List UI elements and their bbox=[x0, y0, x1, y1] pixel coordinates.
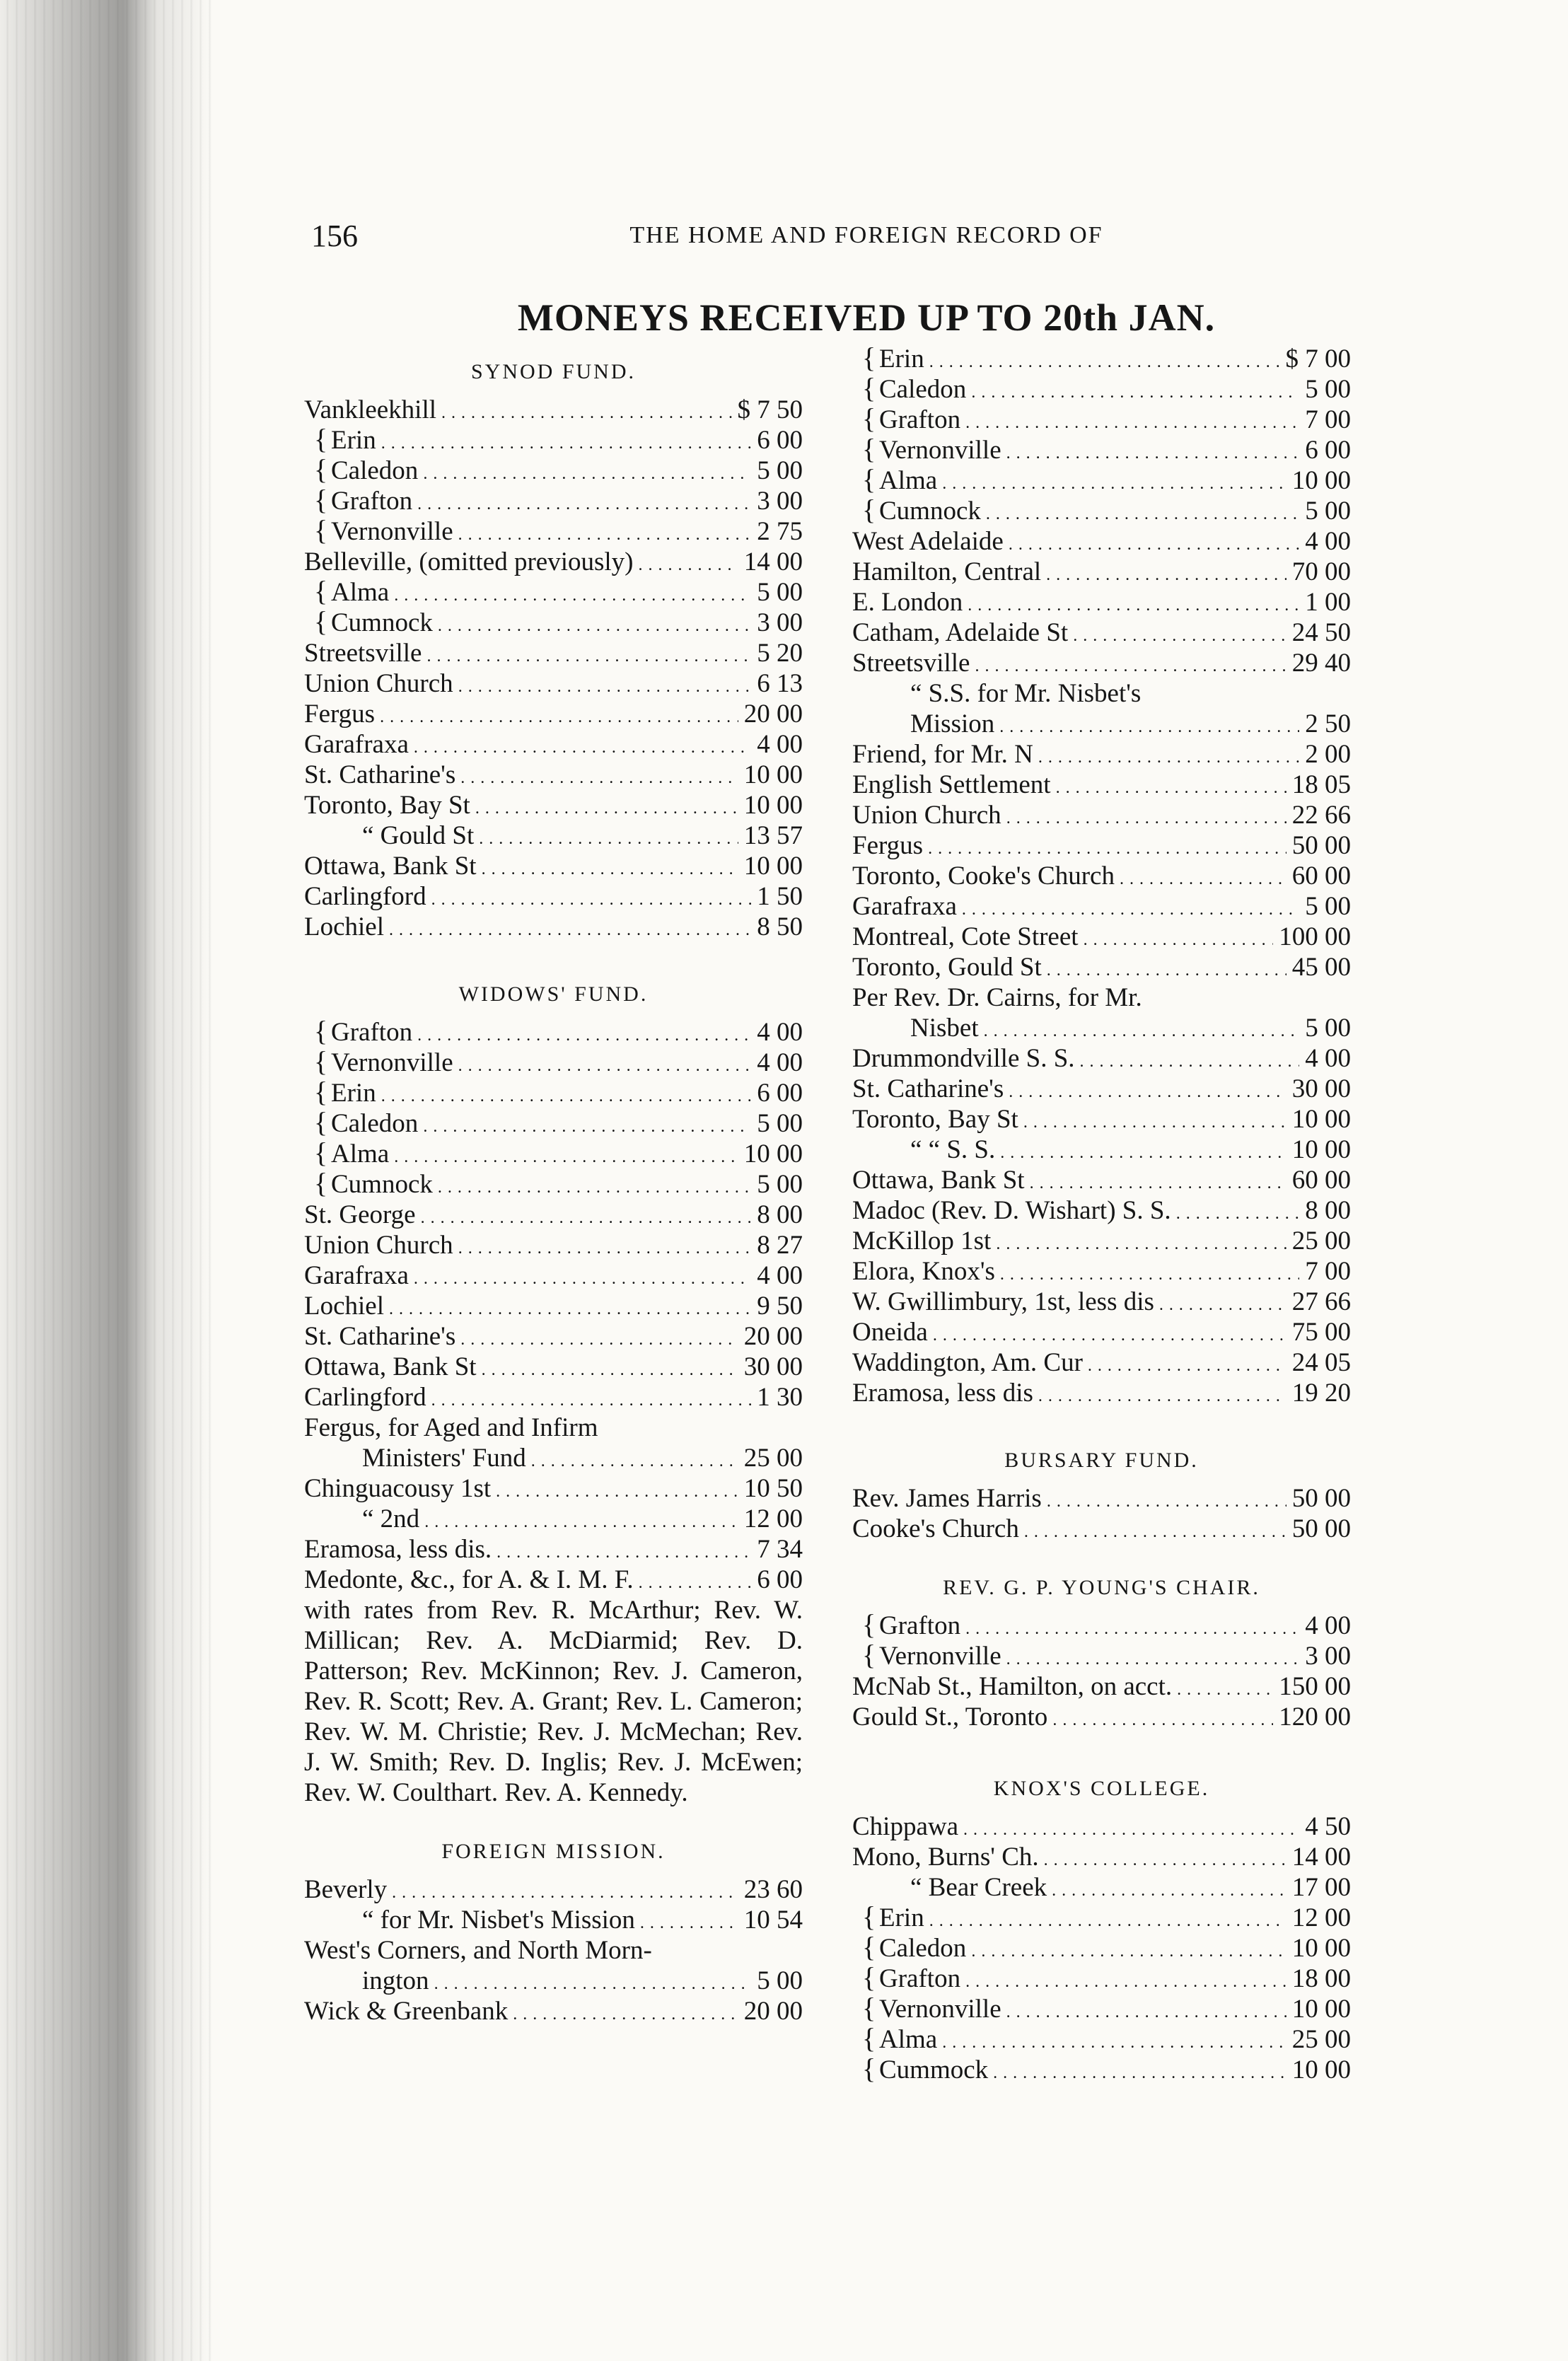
list-item bbox=[304, 699, 803, 729]
entry-name: Ottawa, Bank St . . . bbox=[304, 851, 738, 885]
foreign-mission-continued-list bbox=[852, 344, 1351, 1408]
entry-amount: 70 00 bbox=[1291, 557, 1351, 586]
entry-amount: 150 00 bbox=[1279, 1672, 1351, 1701]
page-number: 156 bbox=[311, 219, 358, 253]
list-item bbox=[852, 1811, 1351, 1842]
entry-name: Union Church . . . bbox=[852, 800, 1287, 834]
list-item bbox=[852, 1104, 1351, 1135]
entry-name: { Cumnock . . . bbox=[331, 608, 751, 642]
entry-name: Toronto, Bay St . . . bbox=[304, 790, 738, 824]
widows-fund-list bbox=[304, 1017, 803, 1595]
entry-amount: 6 00 bbox=[757, 1079, 803, 1108]
entry-name: Cooke's Church . . . bbox=[852, 1514, 1287, 1548]
entry-name: Beverly . . . bbox=[304, 1874, 738, 1908]
list-item bbox=[304, 729, 803, 760]
entry-amount: 5 00 bbox=[757, 578, 803, 607]
running-title: THE HOME AND FOREIGN RECORD OF bbox=[629, 222, 1103, 248]
list-item bbox=[852, 1514, 1351, 1544]
entry-name: Lochiel . . . bbox=[304, 912, 751, 946]
left-column bbox=[304, 344, 803, 2026]
entry-amount: 4 00 bbox=[757, 1261, 803, 1290]
entry-name: St. Catharine's . . . bbox=[852, 1074, 1287, 1108]
entry-name: { Caledon . . . bbox=[879, 374, 1299, 408]
entry-amount: 7 00 bbox=[1305, 1257, 1351, 1286]
list-item bbox=[304, 912, 803, 942]
list-item bbox=[304, 1534, 803, 1565]
list-item bbox=[852, 1013, 1351, 1043]
entry-amount: 19 20 bbox=[1291, 1379, 1351, 1408]
entry-amount: 1 30 bbox=[757, 1383, 803, 1412]
entry-amount: 10 00 bbox=[743, 1139, 803, 1168]
entry-amount: 12 00 bbox=[1291, 1903, 1351, 1932]
section-heading-bursary-fund: BURSARY FUND. bbox=[1004, 1449, 1199, 1472]
entry-name: Oneida . . . bbox=[852, 1317, 1287, 1351]
entry-name: McKillop 1st . . . bbox=[852, 1226, 1287, 1260]
list-item bbox=[304, 881, 803, 912]
entry-name: { Caledon . . . bbox=[331, 1108, 751, 1142]
entry-name: { Vernonville . . . bbox=[879, 435, 1299, 469]
list-item bbox=[852, 1842, 1351, 1872]
entry-name: Chippawa . . . bbox=[852, 1811, 1299, 1845]
entry-name: { Grafton . . . bbox=[879, 1611, 1299, 1644]
entry-amount: 20 00 bbox=[743, 1322, 803, 1351]
list-item bbox=[852, 952, 1351, 982]
list-item bbox=[304, 668, 803, 699]
entry-amount: 10 00 bbox=[1291, 1934, 1351, 1963]
entry-name: English Settlement . . . bbox=[852, 770, 1287, 804]
entry-amount: 6 00 bbox=[757, 426, 803, 455]
entry-amount: 4 00 bbox=[1305, 527, 1351, 556]
list-item bbox=[304, 1996, 803, 2026]
list-item bbox=[852, 617, 1351, 648]
entry-amount: 1 50 bbox=[757, 882, 803, 911]
list-item bbox=[852, 982, 1351, 1013]
entry-amount: 4 00 bbox=[757, 1048, 803, 1077]
entry-name: Streetsville . . . bbox=[852, 648, 1287, 682]
entry-amount: 20 00 bbox=[743, 1997, 803, 2026]
list-item bbox=[304, 760, 803, 790]
entry-amount: 9 50 bbox=[757, 1292, 803, 1321]
entry-name: { Alma . . . bbox=[879, 2024, 1287, 2058]
entry-name: Rev. James Harris . . . bbox=[852, 1483, 1287, 1517]
list-item bbox=[304, 851, 803, 881]
entry-name: St. Catharine's . . . bbox=[304, 760, 738, 794]
list-item bbox=[852, 344, 1351, 374]
entry-name: ington . . . bbox=[362, 1966, 751, 2000]
entry-name: Ottawa, Bank St . . . bbox=[304, 1352, 738, 1386]
entry-amount: 10 00 bbox=[1291, 1135, 1351, 1164]
list-item bbox=[852, 2024, 1351, 2055]
entry-name: Mono, Burns' Ch. . . . bbox=[852, 1842, 1287, 1876]
entry-name: { Vernonville . . . bbox=[879, 1641, 1299, 1675]
entry-name: “ S.S. for Mr. Nisbet's bbox=[910, 679, 1142, 708]
entry-name: { Cummock . . . bbox=[879, 2055, 1287, 2089]
entry-name: Catham, Adelaide St . . . bbox=[852, 617, 1287, 651]
entry-name: { Caledon . . . bbox=[331, 456, 751, 489]
entry-amount: 25 00 bbox=[1291, 1226, 1351, 1255]
entry-amount: 23 60 bbox=[743, 1875, 803, 1904]
entry-name: { Erin . . . bbox=[879, 344, 1280, 378]
entry-amount: 10 00 bbox=[1291, 1105, 1351, 1134]
entry-name: { Alma . . . bbox=[879, 465, 1287, 499]
entry-name: { Vernonville . . . bbox=[879, 1994, 1287, 2028]
entry-amount: 10 50 bbox=[743, 1474, 803, 1503]
entry-amount: 14 00 bbox=[743, 547, 803, 576]
list-item bbox=[852, 2055, 1351, 2085]
entry-amount: 8 00 bbox=[1305, 1196, 1351, 1225]
entry-name: Eramosa, less dis . . . bbox=[852, 1378, 1287, 1412]
list-item bbox=[852, 1933, 1351, 1963]
list-item bbox=[852, 891, 1351, 922]
entry-amount: 8 50 bbox=[757, 912, 803, 941]
entry-amount: 10 00 bbox=[1291, 1995, 1351, 2024]
entry-name: Union Church . . . bbox=[304, 1230, 751, 1264]
list-item bbox=[852, 405, 1351, 435]
list-item bbox=[852, 648, 1351, 678]
entry-amount: 100 00 bbox=[1279, 922, 1351, 951]
list-item bbox=[852, 526, 1351, 557]
entry-name: { Grafton . . . bbox=[331, 1017, 751, 1051]
section-heading-young-chair: REV. G. P. YOUNG'S CHAIR. bbox=[943, 1576, 1260, 1599]
entry-amount: 5 00 bbox=[1305, 1014, 1351, 1043]
entry-name: { Caledon . . . bbox=[879, 1933, 1287, 1967]
list-item bbox=[852, 1611, 1351, 1641]
right-column bbox=[852, 344, 1351, 2085]
section-heading-synod-fund: SYNOD FUND. bbox=[470, 360, 637, 383]
entry-name: Fergus . . . bbox=[852, 830, 1287, 864]
entry-amount: 4 50 bbox=[1305, 1812, 1351, 1841]
entry-name: Belleville, (omitted previously) . . . bbox=[304, 547, 738, 581]
entry-amount: 12 00 bbox=[743, 1504, 803, 1533]
list-item bbox=[304, 1382, 803, 1412]
list-item bbox=[852, 770, 1351, 800]
entry-name: Per Rev. Dr. Cairns, for Mr. bbox=[852, 983, 1142, 1012]
entry-amount: 14 00 bbox=[1291, 1843, 1351, 1872]
young-chair-list bbox=[852, 1611, 1351, 1732]
entry-name: Chinguacousy 1st . . . bbox=[304, 1473, 738, 1507]
entry-amount: 2 75 bbox=[757, 517, 803, 546]
entry-amount: 25 00 bbox=[1291, 2025, 1351, 2054]
entry-amount: 1 00 bbox=[1305, 588, 1351, 617]
entry-amount: 5 20 bbox=[757, 639, 803, 668]
entry-amount: 18 00 bbox=[1291, 1964, 1351, 1993]
list-item bbox=[852, 496, 1351, 526]
entry-amount: 5 00 bbox=[1305, 497, 1351, 526]
list-item bbox=[304, 1169, 803, 1200]
medonte-note: with rates from Rev. R. McArthur; Rev. W. Millican; Rev. A. McDiarmid; Rev. D. Patterson; Rev. McKinnon; Rev. J. Cameron, Rev. R. Scott; Rev. A. Grant; Rev. L. Cameron; Rev. W. M. Christie; Rev. J. McMechan; Rev. J. W. Smith; Rev. D. Inglis; Rev. J. McEwen; Rev. W. Coulthart. Rev. A. Kennedy. bbox=[304, 1596, 803, 1807]
entry-name: Ministers' Fund . . . bbox=[362, 1443, 738, 1477]
entry-amount: 6 00 bbox=[1305, 436, 1351, 465]
entry-amount: $ 7 50 bbox=[737, 395, 803, 424]
list-item bbox=[852, 709, 1351, 739]
list-item bbox=[304, 516, 803, 547]
list-item bbox=[852, 1317, 1351, 1347]
list-item bbox=[304, 820, 803, 851]
list-item bbox=[304, 608, 803, 638]
list-item bbox=[852, 1226, 1351, 1256]
entry-amount: 29 40 bbox=[1291, 649, 1351, 678]
list-item bbox=[304, 1966, 803, 1996]
entry-amount: 10 54 bbox=[743, 1905, 803, 1934]
entry-name: Montreal, Cote Street . . . bbox=[852, 922, 1273, 956]
entry-amount: 7 34 bbox=[757, 1535, 803, 1564]
list-item bbox=[304, 1139, 803, 1169]
entry-amount: 4 00 bbox=[757, 730, 803, 759]
list-item bbox=[304, 1412, 803, 1443]
entry-amount: 24 50 bbox=[1291, 618, 1351, 647]
entry-amount: 3 00 bbox=[1305, 1642, 1351, 1671]
list-item bbox=[304, 1230, 803, 1260]
entry-amount: 50 00 bbox=[1291, 1514, 1351, 1543]
list-item bbox=[852, 1903, 1351, 1933]
entry-amount: 22 66 bbox=[1291, 801, 1351, 830]
entry-amount: 5 00 bbox=[757, 1966, 803, 1995]
list-item bbox=[304, 1504, 803, 1534]
list-item bbox=[852, 587, 1351, 617]
list-item bbox=[304, 486, 803, 516]
entry-amount: 5 00 bbox=[757, 1109, 803, 1138]
entry-amount: 20 00 bbox=[743, 700, 803, 729]
entry-amount: 6 13 bbox=[757, 669, 803, 698]
entry-name: Ottawa, Bank St . . . bbox=[852, 1165, 1287, 1199]
page-header bbox=[311, 218, 1422, 260]
entry-amount: 17 00 bbox=[1291, 1873, 1351, 1902]
list-item bbox=[852, 1872, 1351, 1903]
entry-amount: 4 00 bbox=[1305, 1044, 1351, 1073]
entry-amount: 18 05 bbox=[1291, 770, 1351, 799]
entry-amount: 25 00 bbox=[743, 1444, 803, 1473]
entry-amount: 5 00 bbox=[1305, 892, 1351, 921]
list-item bbox=[852, 374, 1351, 405]
entry-amount: 60 00 bbox=[1291, 862, 1351, 891]
entry-name: Madoc (Rev. D. Wishart) S. S. . . . bbox=[852, 1195, 1299, 1229]
entry-name: Carlingford . . . bbox=[304, 1382, 751, 1416]
list-item bbox=[304, 456, 803, 486]
entry-name: Union Church . . . bbox=[304, 668, 751, 702]
entry-amount: 6 00 bbox=[757, 1565, 803, 1594]
list-item bbox=[852, 922, 1351, 952]
list-item bbox=[852, 830, 1351, 861]
entry-amount: 50 00 bbox=[1291, 1484, 1351, 1513]
list-item bbox=[304, 638, 803, 668]
knox-college-list bbox=[852, 1811, 1351, 2085]
entry-name: “ Gould St . . . bbox=[362, 820, 738, 854]
entry-name: Fergus, for Aged and Infirm bbox=[304, 1413, 598, 1442]
entry-amount: 4 00 bbox=[1305, 1611, 1351, 1640]
section-heading-foreign-mission: FOREIGN MISSION. bbox=[441, 1840, 666, 1863]
entry-name: Drummondville S. S. . . . bbox=[852, 1043, 1299, 1077]
entry-name: { Vernonville . . . bbox=[331, 1048, 751, 1081]
list-item bbox=[304, 1565, 803, 1595]
entry-amount: $ 7 00 bbox=[1285, 344, 1351, 373]
entry-name: Eramosa, less dis. . . . bbox=[304, 1534, 751, 1568]
entry-name: { Grafton . . . bbox=[879, 1963, 1287, 1997]
entry-amount: 2 00 bbox=[1305, 740, 1351, 769]
entry-name: { Cumnock . . . bbox=[331, 1169, 751, 1203]
entry-amount: 7 00 bbox=[1305, 405, 1351, 434]
entry-name: Gould St., Toronto . . . bbox=[852, 1702, 1273, 1736]
list-item bbox=[304, 1443, 803, 1473]
list-item bbox=[852, 800, 1351, 830]
entry-name: { Erin . . . bbox=[331, 1078, 751, 1112]
entry-name: Friend, for Mr. N . . . bbox=[852, 739, 1299, 773]
list-item bbox=[304, 1321, 803, 1352]
entry-name: Toronto, Bay St . . . bbox=[852, 1104, 1287, 1138]
list-item bbox=[852, 1074, 1351, 1104]
entry-amount: 27 66 bbox=[1291, 1287, 1351, 1316]
entry-amount: 10 00 bbox=[743, 791, 803, 820]
foreign-mission-list bbox=[304, 1874, 803, 2026]
entry-name: { Cumnock . . . bbox=[879, 496, 1299, 530]
list-item bbox=[852, 1378, 1351, 1408]
list-item bbox=[304, 1473, 803, 1504]
list-item bbox=[304, 1874, 803, 1905]
list-item bbox=[852, 1702, 1351, 1732]
bursary-fund-list bbox=[852, 1483, 1351, 1544]
section-heading-widows-fund: WIDOWS' FUND. bbox=[458, 982, 649, 1006]
entry-amount: 8 27 bbox=[757, 1231, 803, 1260]
entry-name: Carlingford . . . bbox=[304, 881, 751, 915]
entry-amount: 5 00 bbox=[757, 456, 803, 485]
list-item bbox=[852, 1641, 1351, 1671]
list-item bbox=[304, 790, 803, 820]
list-item bbox=[304, 1200, 803, 1230]
list-item bbox=[852, 557, 1351, 587]
list-item bbox=[304, 1935, 803, 1966]
entry-name: St. George . . . bbox=[304, 1200, 751, 1234]
list-item bbox=[852, 1165, 1351, 1195]
entry-amount: 5 00 bbox=[1305, 375, 1351, 404]
entry-name: Vankleekhill . . . bbox=[304, 395, 732, 429]
entry-name: “ Bear Creek . . . bbox=[910, 1872, 1287, 1906]
list-item bbox=[304, 1291, 803, 1321]
entry-amount: 75 00 bbox=[1291, 1318, 1351, 1347]
entry-amount: 24 05 bbox=[1291, 1348, 1351, 1377]
list-item bbox=[304, 577, 803, 608]
list-item bbox=[852, 678, 1351, 709]
entry-amount: 45 00 bbox=[1291, 953, 1351, 982]
list-item bbox=[852, 1963, 1351, 1994]
entry-amount: 3 00 bbox=[757, 487, 803, 516]
entry-amount: 3 00 bbox=[757, 608, 803, 637]
entry-amount: 5 00 bbox=[757, 1170, 803, 1199]
entry-name: “ 2nd . . . bbox=[362, 1504, 738, 1538]
list-item bbox=[304, 395, 803, 425]
list-item bbox=[852, 739, 1351, 770]
list-item bbox=[304, 1352, 803, 1382]
list-item bbox=[852, 1256, 1351, 1287]
entry-name: “ for Mr. Nisbet's Mission . . . bbox=[362, 1905, 738, 1939]
entry-name: McNab St., Hamilton, on acct. . . . bbox=[852, 1671, 1273, 1705]
entry-name: Mission . . . bbox=[910, 709, 1299, 743]
list-item bbox=[852, 861, 1351, 891]
entry-name: West Adelaide . . . bbox=[852, 526, 1299, 560]
entry-name: Elora, Knox's . . . bbox=[852, 1256, 1299, 1290]
list-item bbox=[304, 425, 803, 456]
entry-name: { Erin . . . bbox=[331, 425, 751, 459]
list-item bbox=[304, 1905, 803, 1935]
binding-edge-scan-shadow bbox=[0, 0, 212, 2361]
entry-name: Garafraxa . . . bbox=[304, 729, 751, 763]
entry-amount: 50 00 bbox=[1291, 831, 1351, 860]
entry-name: Medonte, &c., for A. & I. M. F. . . . bbox=[304, 1565, 751, 1599]
entry-amount: 8 00 bbox=[757, 1200, 803, 1229]
entry-name: “ “ S. S. . . . bbox=[910, 1135, 1287, 1168]
entry-name: Toronto, Cooke's Church . . . bbox=[852, 861, 1287, 895]
entry-amount: 10 00 bbox=[1291, 466, 1351, 495]
entry-name: { Erin . . . bbox=[879, 1903, 1287, 1937]
list-item bbox=[304, 1017, 803, 1048]
list-item bbox=[304, 1048, 803, 1078]
entry-name: Fergus . . . bbox=[304, 699, 738, 733]
list-item bbox=[852, 1671, 1351, 1702]
entry-amount: 30 00 bbox=[1291, 1074, 1351, 1103]
entry-name: Hamilton, Central . . . bbox=[852, 557, 1287, 591]
entry-name: { Alma . . . bbox=[331, 577, 751, 611]
list-item bbox=[304, 1078, 803, 1108]
list-item bbox=[852, 1135, 1351, 1165]
list-item bbox=[852, 1347, 1351, 1378]
list-item bbox=[852, 1043, 1351, 1074]
list-item bbox=[852, 1287, 1351, 1317]
entry-name: { Vernonville . . . bbox=[331, 516, 751, 550]
section-heading-knox-college: KNOX'S COLLEGE. bbox=[993, 1777, 1210, 1800]
entry-name: Garafraxa . . . bbox=[852, 891, 1299, 925]
entry-name: { Grafton . . . bbox=[331, 486, 751, 520]
entry-name: { Grafton . . . bbox=[879, 405, 1299, 439]
page-title: MONEYS RECEIVED UP TO 20th JAN. bbox=[517, 296, 1216, 339]
list-item bbox=[852, 435, 1351, 465]
entry-name: Waddington, Am. Cur . . . bbox=[852, 1347, 1287, 1381]
entry-name: E. London . . . bbox=[852, 587, 1299, 621]
entry-name: Garafraxa . . . bbox=[304, 1260, 751, 1294]
synod-fund-list bbox=[304, 395, 803, 942]
entry-amount: 4 00 bbox=[757, 1018, 803, 1047]
list-item bbox=[852, 1195, 1351, 1226]
entry-amount: 10 00 bbox=[1291, 2055, 1351, 2084]
list-item bbox=[304, 547, 803, 577]
entry-amount: 120 00 bbox=[1279, 1702, 1351, 1731]
entry-name: Nisbet . . . bbox=[910, 1013, 1299, 1047]
entry-amount: 30 00 bbox=[743, 1352, 803, 1381]
entry-amount: 13 57 bbox=[743, 821, 803, 850]
entry-amount: 10 00 bbox=[743, 760, 803, 789]
list-item bbox=[852, 1483, 1351, 1514]
entry-amount: 10 00 bbox=[743, 852, 803, 881]
entry-name: W. Gwillimbury, 1st, less dis . . . bbox=[852, 1287, 1287, 1321]
entry-name: Streetsville . . . bbox=[304, 638, 751, 672]
entry-amount: 60 00 bbox=[1291, 1166, 1351, 1195]
entry-name: Wick & Greenbank . . . bbox=[304, 1996, 738, 2030]
list-item bbox=[852, 465, 1351, 496]
list-item bbox=[304, 1260, 803, 1291]
entry-name: Toronto, Gould St . . . bbox=[852, 952, 1287, 986]
entry-amount: 2 50 bbox=[1305, 709, 1351, 738]
entry-name: Lochiel . . . bbox=[304, 1291, 751, 1325]
list-item bbox=[304, 1108, 803, 1139]
entry-name: { Alma . . . bbox=[331, 1139, 738, 1173]
list-item bbox=[852, 1994, 1351, 2024]
entry-name: St. Catharine's . . . bbox=[304, 1321, 738, 1355]
entry-name: West's Corners, and North Morn- bbox=[304, 1936, 652, 1965]
